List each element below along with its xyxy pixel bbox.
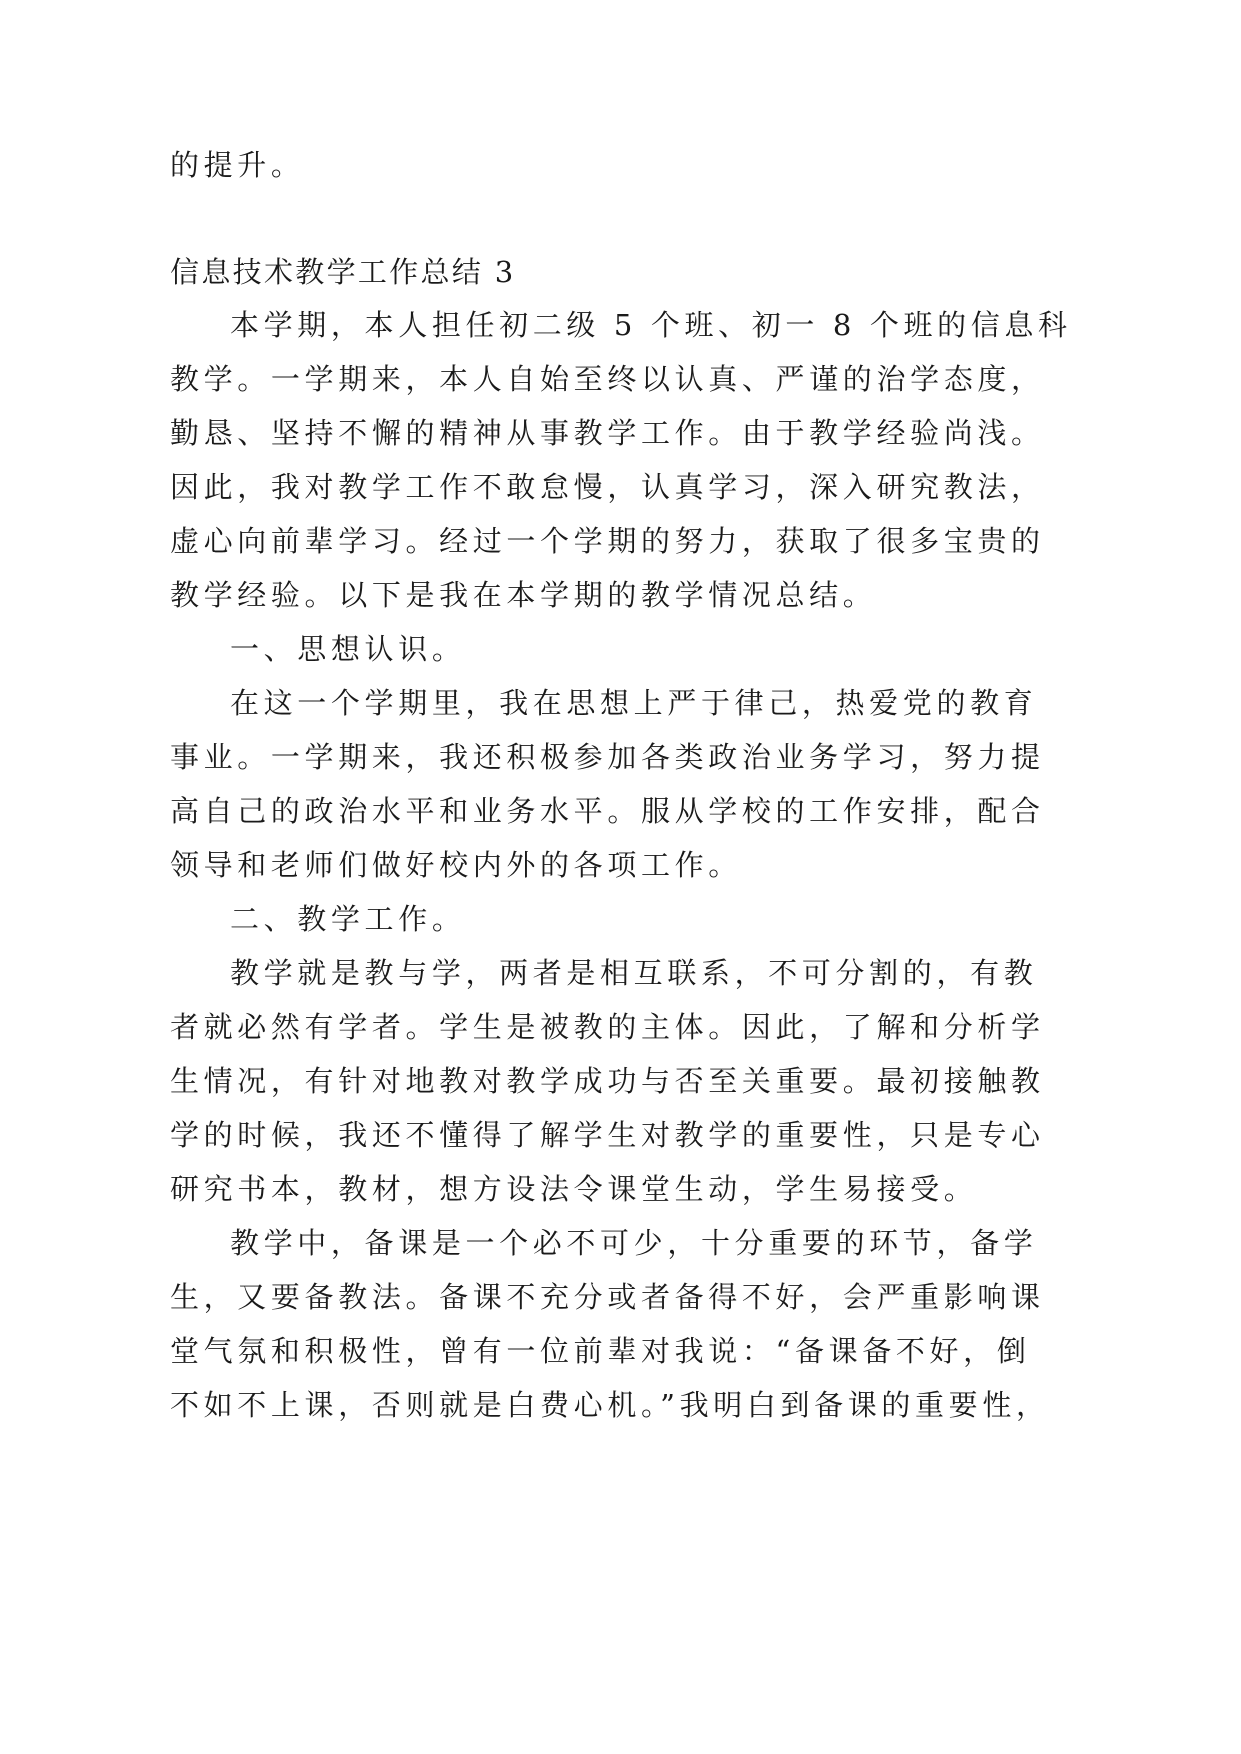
paragraph-line: 在这一个学期里，我在思想上严于律己，热爱党的教育 bbox=[230, 686, 1038, 720]
paragraph-line: 教学。一学期来，本人自始至终以认真、严谨的治学态度， bbox=[170, 362, 1045, 396]
paragraph-line: 事业。一学期来，我还积极参加各类政治业务学习，努力提 bbox=[170, 740, 1045, 774]
paragraph-line: 本学期，本人担任初二级 5 个班、初一 8 个班的信息科 bbox=[230, 308, 1072, 342]
paragraph-line: 虚心向前辈学习。经过一个学期的努力，获取了很多宝贵的 bbox=[170, 524, 1045, 558]
paragraph-line: 研究书本，教材，想方设法令课堂生动，学生易接受。 bbox=[170, 1172, 978, 1206]
paragraph-line: 生情况，有针对地教对教学成功与否至关重要。最初接触教 bbox=[170, 1064, 1045, 1098]
paragraph-line: 领导和老师们做好校内外的各项工作。 bbox=[170, 848, 742, 882]
paragraph-line: 不如不上课，否则就是白费心机。”我明白到备课的重要性， bbox=[170, 1388, 1050, 1422]
paragraph-line: 生，又要备教法。备课不充分或者备得不好，会严重影响课 bbox=[170, 1280, 1045, 1314]
paragraph-line: 学的时候，我还不懂得了解学生对教学的重要性，只是专心 bbox=[170, 1118, 1045, 1152]
continued-text: 的提升。 bbox=[170, 148, 305, 182]
paragraph-line: 高自己的政治水平和业务水平。服从学校的工作安排，配合 bbox=[170, 794, 1045, 828]
paragraph-line: 教学就是教与学，两者是相互联系，不可分割的，有教 bbox=[230, 956, 1038, 990]
paragraph-line: 因此，我对教学工作不敢怠慢，认真学习，深入研究教法， bbox=[170, 470, 1045, 504]
paragraph-line: 教学经验。以下是我在本学期的教学情况总结。 bbox=[170, 578, 877, 612]
section-heading: 二、教学工作。 bbox=[230, 902, 466, 936]
paragraph-line: 教学中，备课是一个必不可少，十分重要的环节，备学 bbox=[230, 1226, 1038, 1260]
section-title: 信息技术教学工作总结 3 bbox=[170, 255, 516, 289]
section-heading: 一、思想认识。 bbox=[230, 632, 466, 666]
paragraph-line: 勤恳、坚持不懈的精神从事教学工作。由于教学经验尚浅。 bbox=[170, 416, 1045, 450]
paragraph-line: 堂气氛和积极性，曾有一位前辈对我说：“备课备不好，倒 bbox=[170, 1334, 1031, 1368]
paragraph-line: 者就必然有学者。学生是被教的主体。因此，了解和分析学 bbox=[170, 1010, 1045, 1044]
